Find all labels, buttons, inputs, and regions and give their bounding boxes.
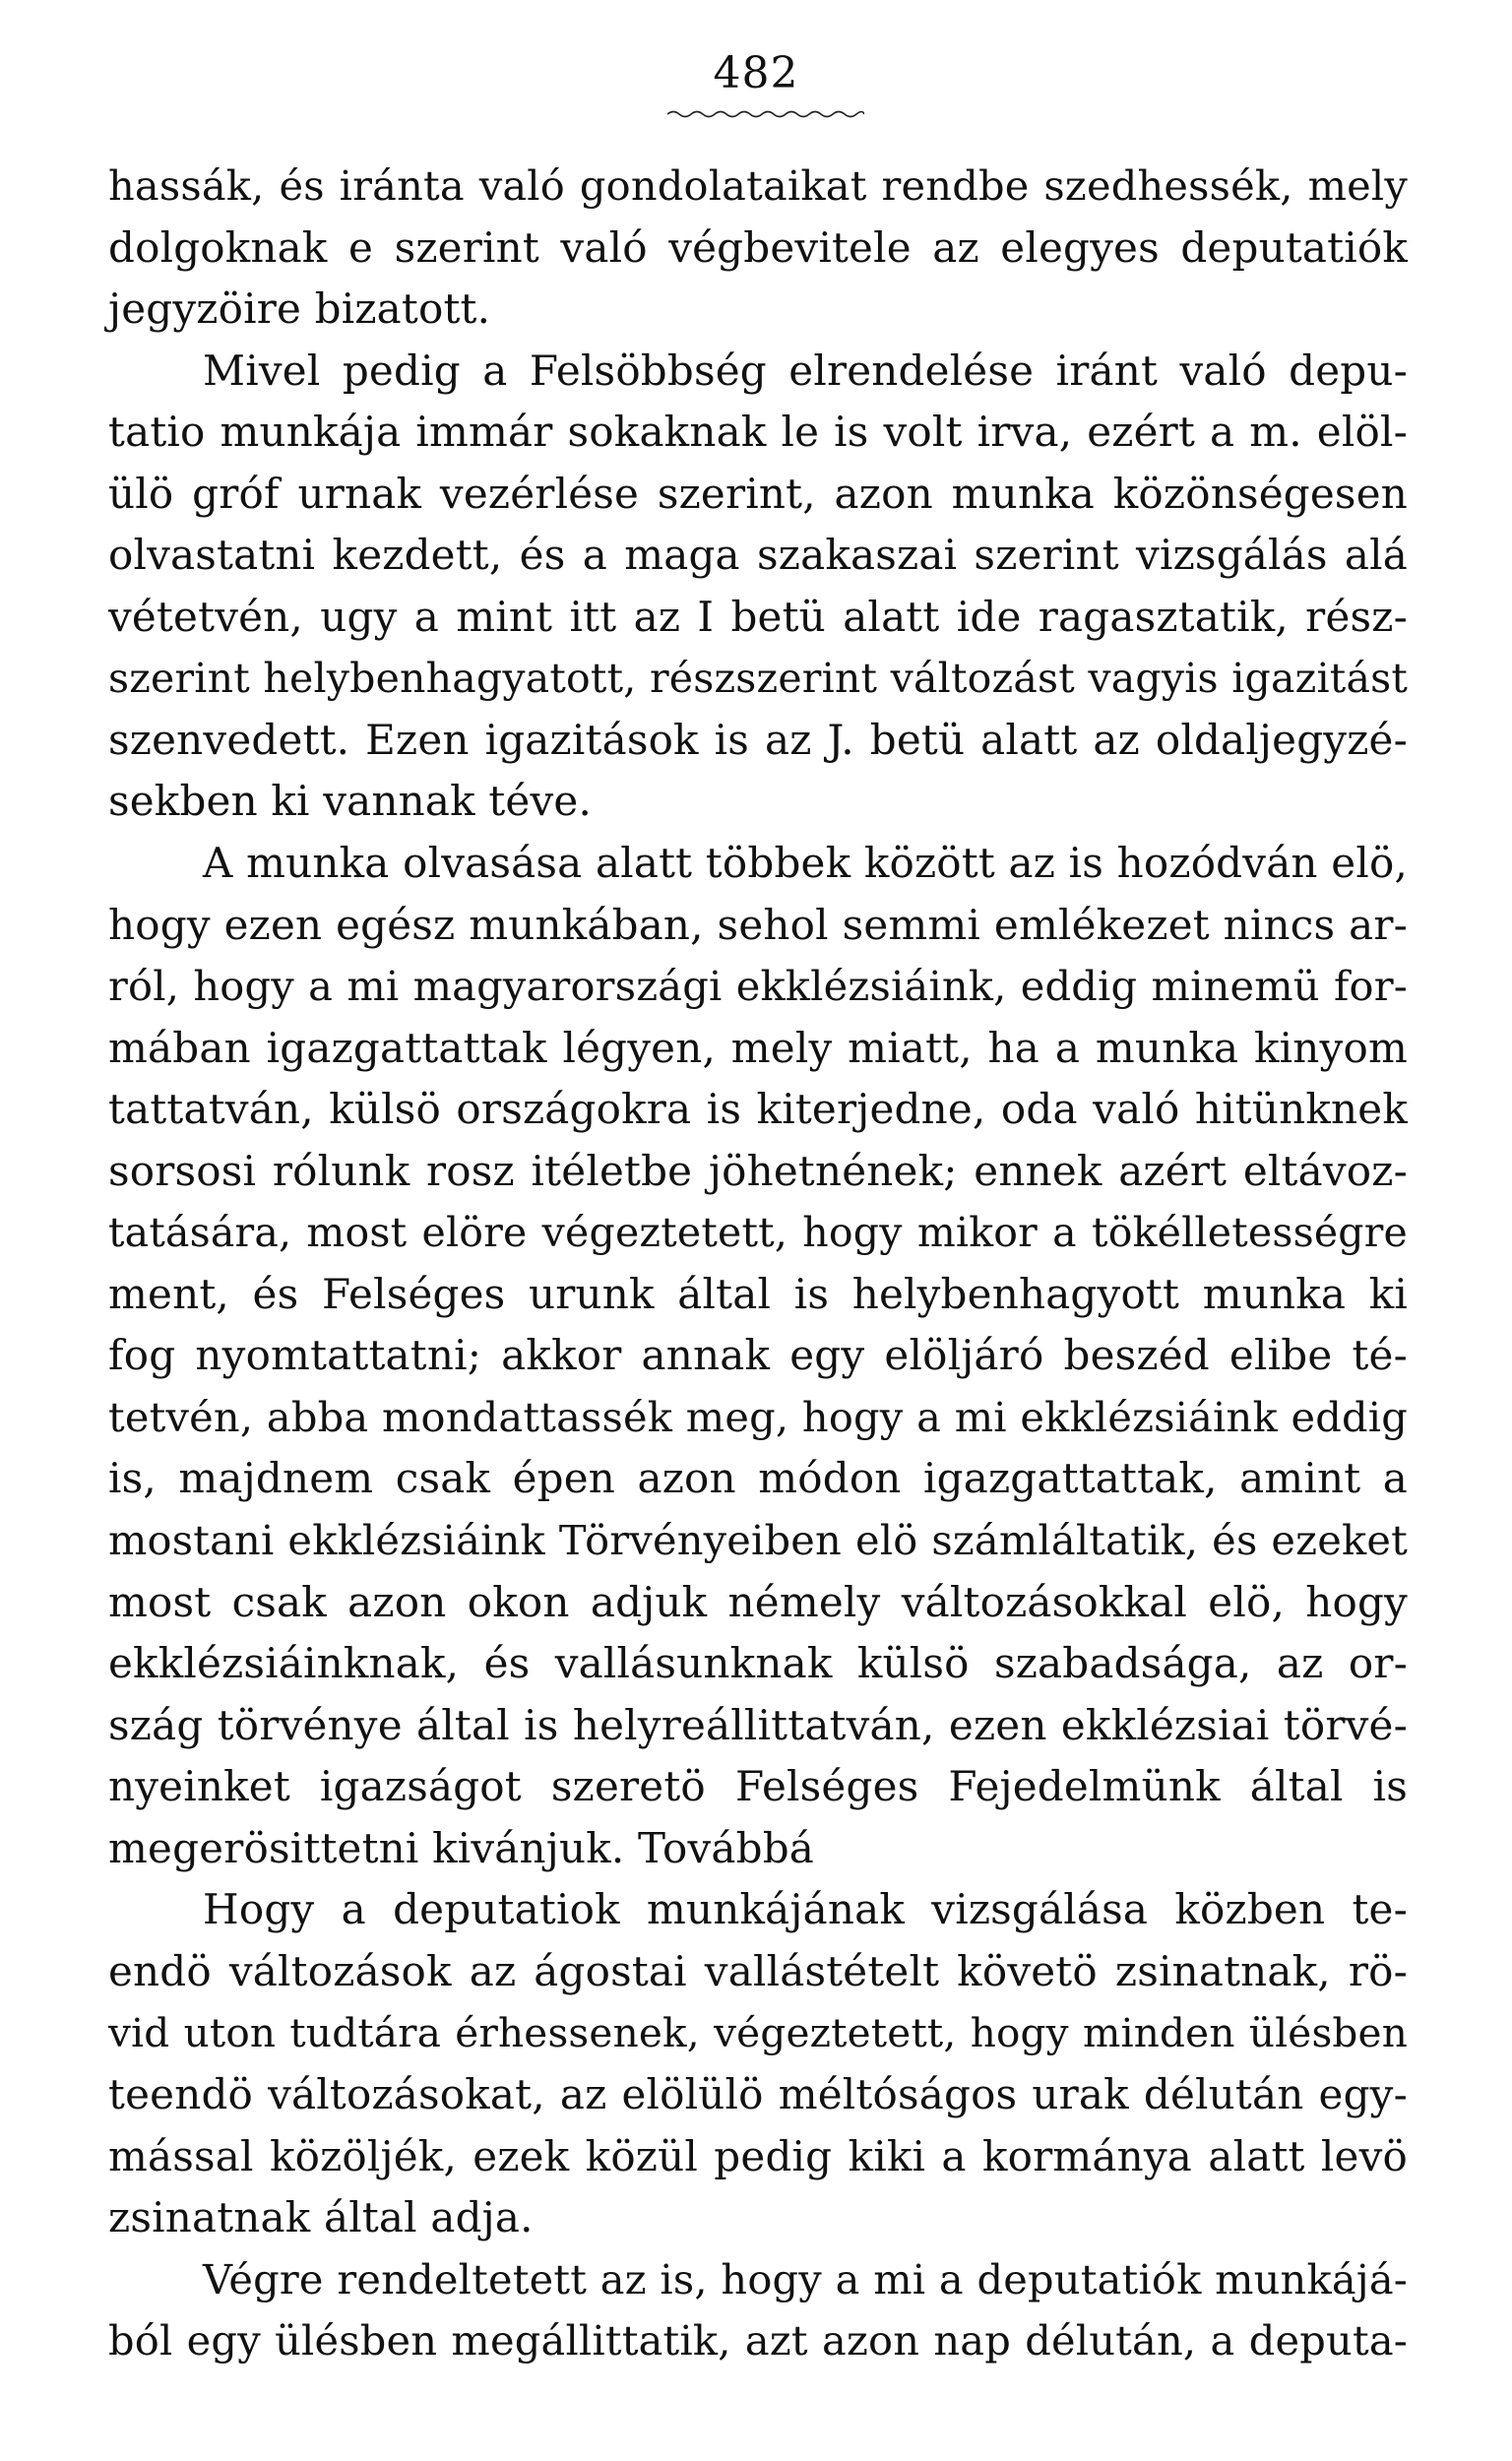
text-line: hassák, és iránta való gondolataikat rendbe szedhessék, mely: [108, 161, 1408, 210]
text-line: tatio munkája immár sokaknak le is volt irva, ezért a m. elöl-: [108, 408, 1408, 457]
text-line: sorsosi rólunk rosz itéletbe jöhetnének; ennek azért eltávoz-: [108, 1146, 1408, 1195]
text-line: tattatván, külsö országokra is kiterjedne, oda való hitünknek: [108, 1085, 1408, 1134]
text-line: sekben ki vannak téve.: [108, 777, 593, 826]
text-line: jegyzöire bizatott.: [108, 284, 491, 334]
text-line: dolgoknak e szerint való végbevitele az elegyes deputatiók: [108, 222, 1408, 272]
text-line: mással közöljék, ezek közül pedig kiki a kormánya alatt levö: [108, 2131, 1408, 2180]
text-line: zsinatnak által adja.: [108, 2193, 534, 2242]
text-line: A munka olvasása alatt többek között az is hozódván elö,: [203, 839, 1408, 888]
text-line: Hogy a deputatiok munkájának vizsgálása közben te-: [203, 1885, 1408, 1934]
text-line: fog nyomtattatni; akkor annak egy elöljáró beszéd elibe té-: [108, 1331, 1408, 1380]
text-line: ment, és Felséges urunk által is helybenhagyott munka ki: [108, 1269, 1408, 1318]
text-line: ról, hogy a mi magyarországi ekklézsiáink, eddig minemü for-: [108, 962, 1408, 1011]
body-text: [108, 156, 1408, 2372]
text-line: megerösittetni kivánjuk. Továbbá: [108, 1823, 815, 1872]
text-line: Végre rendeltetett az is, hogy a mi a deputatiók munkájá-: [203, 2254, 1408, 2303]
page-number: 482: [713, 48, 799, 98]
text-line: teendö változásokat, az elölülö méltóságos urak délután egy-: [108, 2069, 1408, 2118]
text-line: szág törvénye által is helyreállittatván, ezen ekklézsiai törvé-: [108, 1700, 1408, 1749]
text-line: tetvén, abba mondattassék meg, hogy a mi ekklézsiáink eddig: [108, 1392, 1408, 1441]
text-line: Mivel pedig a Felsöbbség elrendelése iránt való depu-: [203, 346, 1408, 395]
text-line: ülö gróf urnak vezérlése szerint, azon munka közönségesen: [108, 469, 1408, 518]
text-line: mában igazgattattak légyen, mely miatt, ha a munka kinyom: [108, 1023, 1408, 1072]
text-line: szerint helybenhagyatott, részszerint változást vagyis igazitást: [108, 655, 1408, 703]
decorative-wavy-rule: [667, 108, 864, 120]
text-line: ból egy ülésben megállittatik, azt azon nap délután, a deputa-: [108, 2316, 1408, 2366]
text-line: vid uton tudtára érhessenek, végeztetett, hogy minden ülésben: [108, 2009, 1408, 2057]
text-line: endö változások az ágostai vallástételt követö zsinatnak, rö-: [108, 1946, 1408, 1995]
text-line: tatására, most elöre végeztetett, hogy mikor a tökélletességre: [108, 1209, 1408, 1257]
text-line: is, majdnem csak épen azon módon igazgattattak, amint a: [108, 1454, 1408, 1503]
text-line: szenvedett. Ezen igazitások is az J. betü alatt az oldaljegyzé-: [108, 715, 1408, 764]
text-line: nyeinket igazságot szeretö Felséges Fejedelmünk által is: [108, 1762, 1408, 1811]
text-line: mostani ekklézsiáink Törvényeiben elö számláltatik, és ezeket: [108, 1516, 1408, 1565]
text-line: ekklézsiáinknak, és vallásunknak külsö szabadsága, az or-: [108, 1639, 1408, 1688]
text-line: hogy ezen egész munkában, sehol semmi emlékezet nincs ar-: [108, 900, 1408, 949]
text-line: most csak azon okon adjuk némely változásokkal elö, hogy: [108, 1577, 1408, 1626]
text-line: olvastatni kezdett, és a maga szakaszai szerint vizsgálás alá: [108, 531, 1408, 580]
text-line: vétetvén, ugy a mint itt az I betü alatt ide ragasztatik, rész-: [108, 592, 1408, 641]
